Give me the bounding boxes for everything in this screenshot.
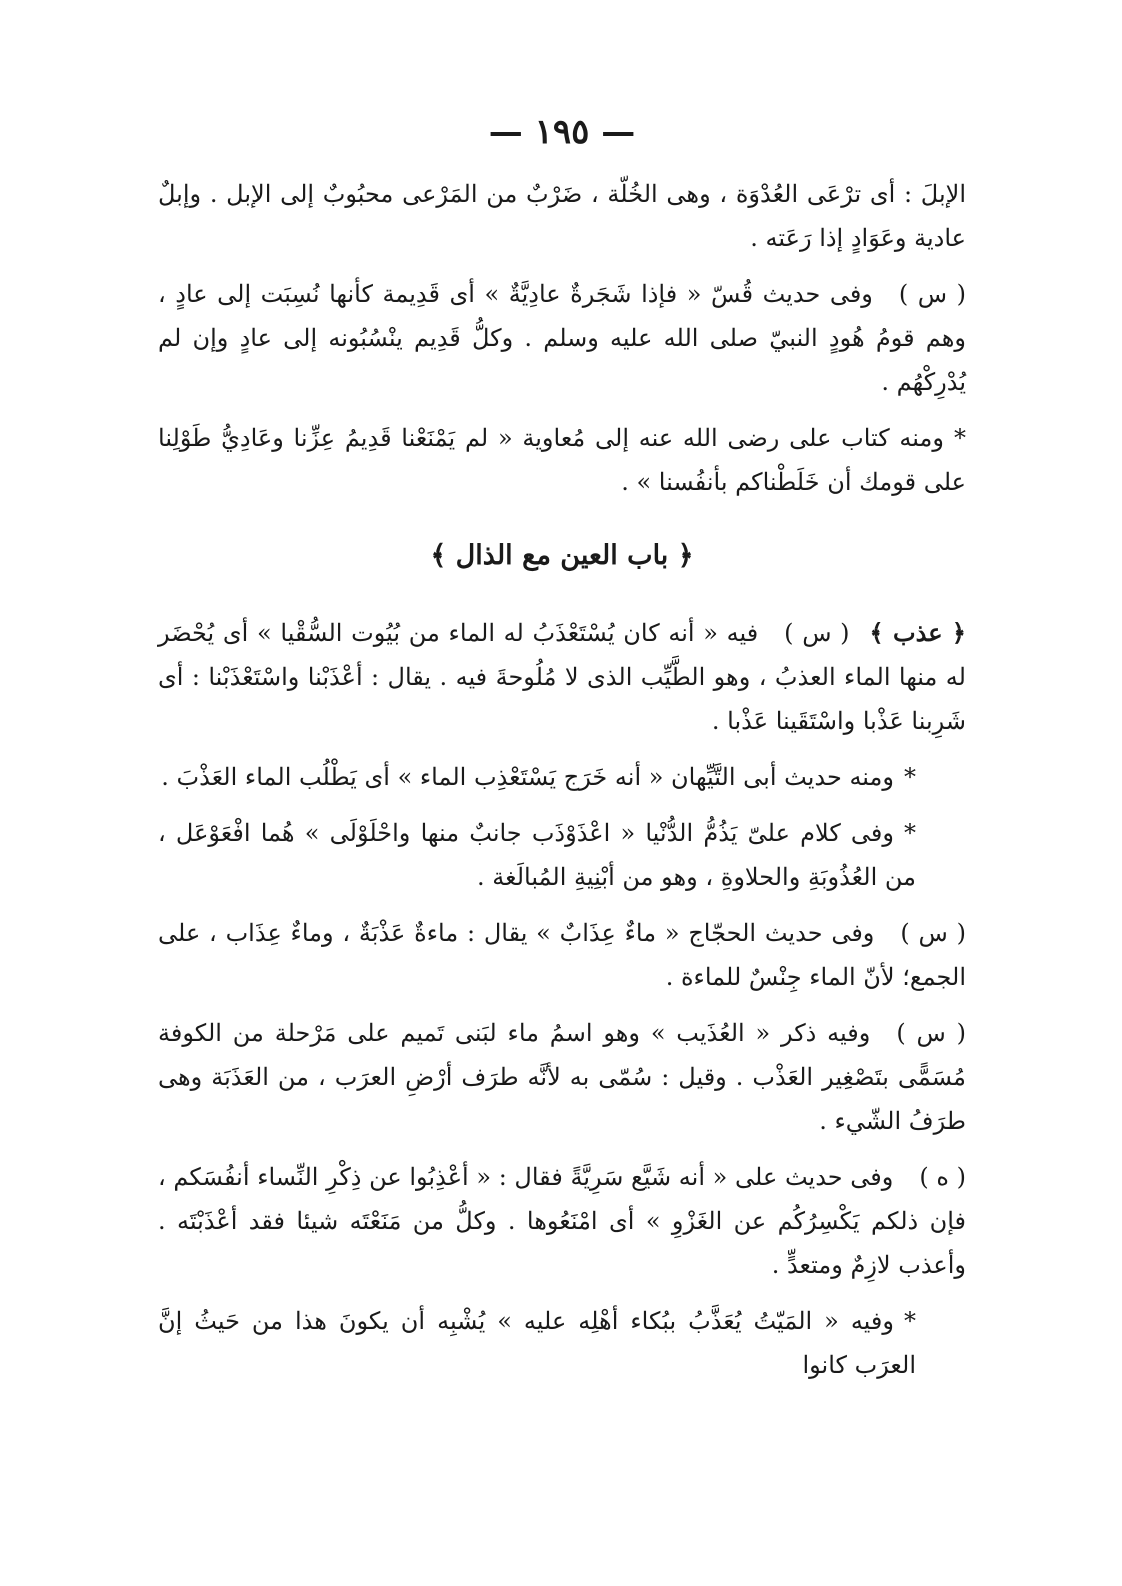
paragraph-text: وفيه ذكر « العُذَيب » وهو اسمُ ماء لبَنى تَميم على مَرْحلة من الكوفة مُسَمًّى بتَصْغِير العَذْب . وقيل : سُمّى به لأنَّه طرَف أرْضِ العرَب ، من العَذَبَة وهى طرَفُ الشّيء . xyxy=(158,1019,966,1135)
page-number: — ١٩٥ — xyxy=(488,112,636,152)
paragraph xyxy=(158,911,966,999)
star-bullet: * xyxy=(904,1307,916,1335)
paragraph-text: وفى كلام علىّ يَذُمُّ الدُّنْيا « اعْذَوْذَب جانبٌ منها واحْلَوْلَى » هُما افْعَوْعَل ، من العُذُوبَةِ والحلاوةِ ، وهو من أبْنِيةِ المُبالَغة . xyxy=(158,819,916,891)
source-marker: ( س ) xyxy=(896,1019,967,1047)
source-marker: ( س ) xyxy=(900,919,966,947)
paragraph-text: وفيه « المَيّتُ يُعَذَّبُ ببُكاء أهْلِه عليه » يُشْبِه أن يكونَ هذا من حَيثُ إنَّ العرَب كانوا xyxy=(158,1307,916,1379)
paragraph xyxy=(158,1011,966,1143)
star-bullet: * xyxy=(904,819,916,847)
paragraph xyxy=(158,811,966,899)
paragraph xyxy=(158,1155,966,1287)
paragraph xyxy=(158,755,966,799)
paragraph-text: الإبلَ : أى ترْعَى العُدْوَة ، وهى الخُلّة ، ضَرْبٌ من المَرْعى محبُوبٌ إلى الإبل . وإبلٌ عادية وعَوَادٍ إذا رَعَته . xyxy=(158,180,966,252)
section-heading: ﴿ باب العين مع الذال ﴾ xyxy=(430,540,694,571)
top-paragraphs xyxy=(158,172,966,504)
bottom-paragraphs xyxy=(158,755,966,1387)
entry-paragraph xyxy=(158,611,966,743)
paragraph-text: ومنه حديث أبى التَّيِّهان « أنه خَرَج يَسْتَعْذِب الماء » أى يَطْلُب الماء العَذْبَ . xyxy=(161,763,894,791)
paragraph-text: ومنه كتاب على رضى الله عنه إلى مُعاوية « لم يَمْنَعْنا قَدِيمُ عِزِّنا وعَادِيُّ طَوْلِنا على قومك أن خَلَطْناكم بأنفُسنا » . xyxy=(158,424,966,496)
paragraph-text: وفى حديث على « أنه شَيَّع سَرِيَّةً فقال : « أعْذِبُوا عن ذِكْرِ النِّساء أنفُسَكم ، فإن ذلكم يَكْسِرُكُم عن الغَزْوِ » أى امْنَعُوها . وكلُّ من مَنَعْتَه شيئا فقد أعْذَبْتَه . وأعذب لازِمٌ ومتعدٍّ . xyxy=(158,1163,966,1279)
source-marker: ( س ) xyxy=(898,280,966,308)
source-marker: ( ه ) xyxy=(919,1163,966,1191)
paragraph xyxy=(158,172,966,260)
entry-text: فيه « أنه كان يُسْتَعْذَبُ له الماء من بُيُوت السُّقْيا » أى يُحْضَر له منها الماء العذبُ ، وهو الطَّيِّب الذى لا مُلُوحةَ فيه . يقال : أعْذَبْنا واسْتَعْذَبْنا : أى شَرِبنا عَذْبا واسْتَقَينا عَذْبا . xyxy=(158,619,966,735)
star-bullet: * xyxy=(904,763,916,791)
star-bullet: * xyxy=(954,424,966,452)
paragraph-text: وفى حديث قُسّ « فإذا شَجَرةٌ عادِيَّةٌ » أى قَدِيمة كأنها نُسِبَت إلى عادٍ ، وهم قومُ هُودٍ النبيّ صلى الله عليه وسلم . وكلُّ قَدِيم ينْسُبُونه إلى عادٍ وإن لم يُدْرِكْهُم . xyxy=(158,280,966,396)
paragraph xyxy=(158,1299,966,1387)
paragraph xyxy=(158,416,966,504)
paragraph xyxy=(158,272,966,404)
source-marker: ( س ) xyxy=(784,619,850,647)
paragraph-text: وفى حديث الحجّاج « ماءٌ عِذَابٌ » يقال : ماءةٌ عَذْبَةٌ ، وماءٌ عِذَاب ، على الجمع؛ لأنّ الماء جِنْسٌ للماءة . xyxy=(158,919,966,991)
entry-headword: ﴿ عذب ﴾ xyxy=(869,618,966,647)
